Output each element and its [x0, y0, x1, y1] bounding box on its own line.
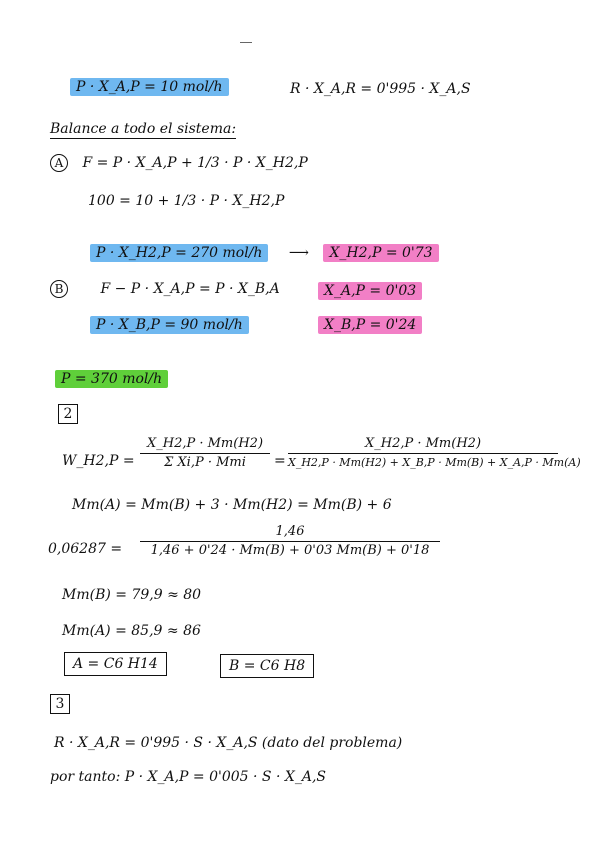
- section-3-eq-1: R · X_A,R = 0'995 · S · X_A,S (dato del problema): [54, 735, 403, 751]
- result-green: [55, 370, 168, 388]
- equation-a-1: [50, 154, 308, 172]
- fraction-w-2-denominator: X_H2,P · Mm(H2) + X_B,P · Mm(B) + X_A,P · Mm(A): [288, 456, 581, 470]
- equation-b-text: F − P · X_A,P = P · X_B,A: [100, 281, 280, 297]
- equation-a-1-text: F = P · X_A,P + 1/3 · P · X_H2,P: [82, 155, 308, 171]
- circle-label-b: B: [50, 280, 68, 298]
- result-blue-3: [90, 316, 249, 334]
- fraction-w-2: [288, 436, 581, 471]
- result-row-1: [90, 244, 439, 262]
- fraction-numeric-denominator: 1,46 + 0'24 · Mm(B) + 0'03 Mm(B) + 0'18: [150, 543, 430, 559]
- highlight-pink-3: X_B,P = 0'24: [318, 316, 422, 334]
- fraction-w-1-denominator: Σ Xi,P · Mmi: [164, 455, 246, 471]
- highlight-blue-3: P · X_B,P = 90 mol/h: [90, 316, 249, 334]
- arrow-icon: ⟶: [288, 245, 309, 261]
- w-lhs: W_H2,P =: [62, 453, 135, 469]
- highlight-pink-1: X_H2,P = 0'73: [323, 244, 438, 262]
- fraction-bar: [140, 541, 440, 542]
- highlight-green: P = 370 mol/h: [55, 370, 168, 388]
- numeric-lhs: 0,06287 =: [48, 541, 123, 557]
- highlight-blue-2: P · X_H2,P = 270 mol/h: [90, 244, 268, 262]
- section-3-label: 3: [50, 694, 70, 714]
- box-a-formula: A = C6 H14: [64, 652, 167, 676]
- fraction-numeric: [140, 524, 440, 559]
- balance-heading: [50, 120, 236, 138]
- circle-label-a: A: [50, 154, 68, 172]
- equation-a-2: 100 = 10 + 1/3 · P · X_H2,P: [88, 193, 285, 209]
- molar-mass-b: Mm(B) = 79,9 ≈ 80: [62, 587, 202, 603]
- molar-mass-relation: Mm(A) = Mm(B) + 3 · Mm(H2) = Mm(B) + 6: [72, 497, 392, 513]
- fraction-w-2-numerator: X_H2,P · Mm(H2): [364, 436, 482, 451]
- fraction-numeric-numerator: 1,46: [275, 524, 305, 539]
- fraction-bar: [140, 453, 270, 454]
- top-dash: [240, 42, 252, 43]
- balance-heading-text: Balance a todo el sistema:: [50, 121, 237, 137]
- section-2-label: 2: [58, 404, 78, 424]
- equation-b: [50, 280, 280, 298]
- fraction-w-1-numerator: X_H2,P · Mm(H2): [146, 436, 264, 451]
- box-b-formula: B = C6 H8: [220, 654, 314, 678]
- highlight-pink-2: X_A,P = 0'03: [318, 282, 422, 300]
- line-1-left: [70, 78, 229, 96]
- fraction-bar: [288, 453, 558, 454]
- result-pink-2: [318, 282, 422, 300]
- section-3-eq-2: por tanto: P · X_A,P = 0'005 · S · X_A,S: [50, 769, 326, 785]
- result-pink-3: [318, 316, 422, 334]
- molar-mass-a: Mm(A) = 85,9 ≈ 86: [62, 623, 201, 639]
- highlight-blue-1: P · X_A,P = 10 mol/h: [70, 78, 229, 96]
- w-equals: =: [274, 453, 286, 469]
- line-1-right: R · X_A,R = 0'995 · X_A,S: [290, 81, 471, 97]
- fraction-w-1: [140, 436, 270, 471]
